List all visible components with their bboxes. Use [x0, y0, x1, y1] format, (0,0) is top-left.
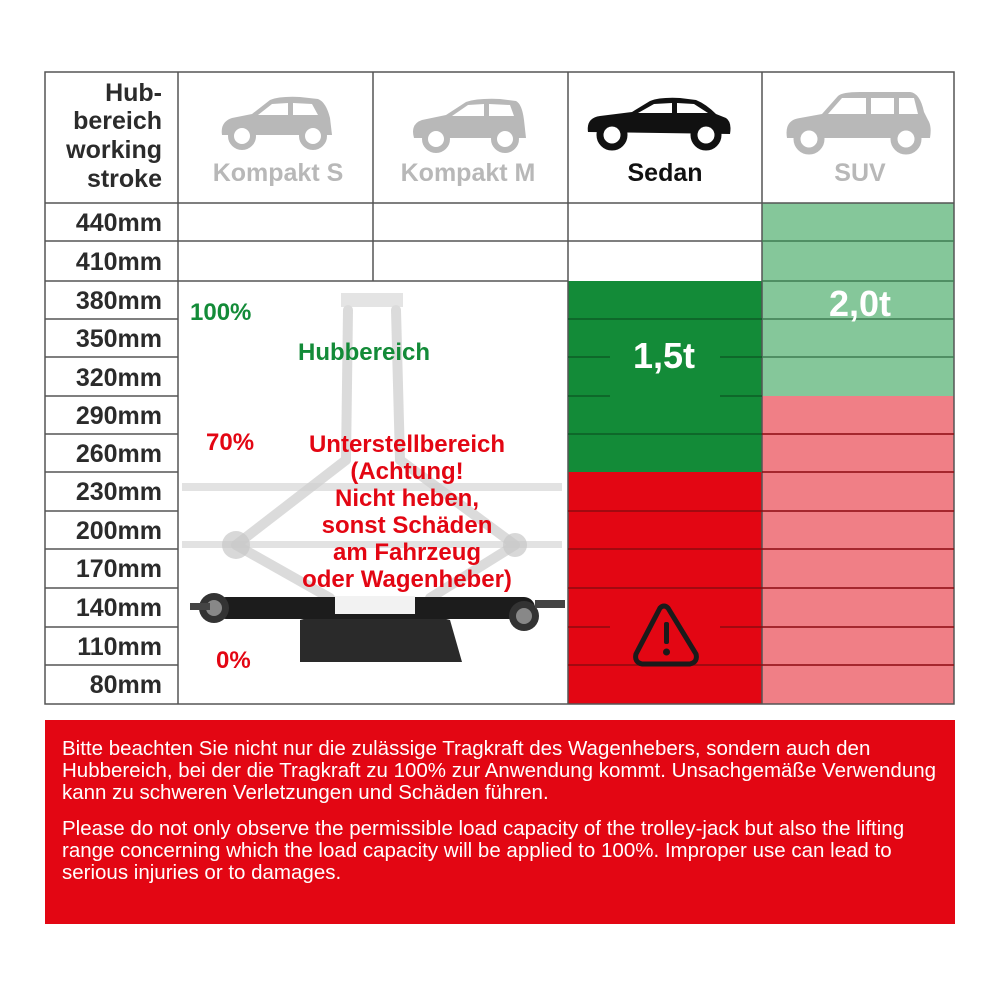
stroke-label-line: bereich: [73, 107, 162, 135]
stroke-row-label: 140mm: [75, 594, 162, 622]
vehicle-label-suv: SUV: [834, 159, 886, 187]
support-range-line: sonst Schäden: [321, 512, 493, 539]
stroke-label-line: stroke: [86, 165, 162, 193]
compact-car-icon: [222, 97, 332, 147]
vehicle-label-kompakt-m: Kompakt M: [400, 159, 536, 187]
stroke-row-label: 80mm: [89, 671, 162, 699]
stroke-row-label: 380mm: [75, 287, 162, 315]
notice-german: Bitte beachten Sie nicht nur die zulässige Tragkraft des Wagenhebers, sondern auch den Hubbereich, bei der die Tragkraft zu 100% zur Anwendung kommt. Unsachgemäße Verwendung kann zu schweren Verletzungen und Schäden führen.: [62, 737, 937, 804]
percent-70-label: 70%: [206, 429, 255, 456]
vehicle-label-kompakt-s: Kompakt S: [212, 159, 344, 187]
stroke-row-label: 410mm: [75, 248, 162, 276]
stroke-row-label: 230mm: [75, 478, 162, 506]
support-range-warning-text: [302, 431, 512, 593]
support-range-line: am Fahrzeug: [332, 539, 482, 566]
suv-capacity-label: 2,0t: [828, 283, 892, 324]
stroke-label-line: working: [66, 136, 162, 164]
stroke-row-labels: [76, 209, 162, 699]
support-range-line: (Achtung!: [350, 458, 464, 485]
sedan-green-zone: [568, 281, 762, 472]
support-range-line: Nicht heben,: [334, 485, 480, 512]
percent-0-label: 0%: [216, 647, 251, 674]
percent-100-label: 100%: [190, 299, 252, 326]
stroke-row-label: 170mm: [75, 555, 162, 583]
stroke-row-label: 200mm: [75, 517, 162, 545]
notice-english: Please do not only observe the permissible load capacity of the trolley-jack but also the lifting range concerning which the load capacity will be applied to 100%. Improper use can lead to serious injuries or to damages.: [62, 817, 905, 884]
stroke-row-label: 260mm: [75, 440, 162, 468]
suv-car-icon: [787, 92, 931, 151]
stroke-label-line: Hub-: [105, 79, 162, 107]
stroke-row-label: 350mm: [75, 325, 162, 353]
safety-notice: [45, 720, 955, 924]
vehicle-label-sedan: Sedan: [627, 159, 703, 187]
stroke-row-label: 110mm: [77, 633, 162, 661]
support-range-line: Unterstellbereich: [308, 431, 506, 458]
stroke-row-label: 440mm: [75, 209, 162, 237]
stroke-row-label: 320mm: [75, 364, 162, 392]
hatchback-car-icon: [413, 99, 526, 150]
stroke-row-label: 290mm: [75, 402, 162, 430]
stroke-header-label: [65, 79, 162, 193]
sedan-capacity-label: 1,5t: [632, 335, 696, 376]
lifting-range-label: Hubbereich: [297, 339, 431, 366]
suv-capacity-column: [762, 203, 954, 704]
suv-red-zone: [762, 396, 954, 704]
sedan-car-icon: [588, 98, 731, 147]
support-range-line: oder Wagenheber): [302, 566, 512, 593]
